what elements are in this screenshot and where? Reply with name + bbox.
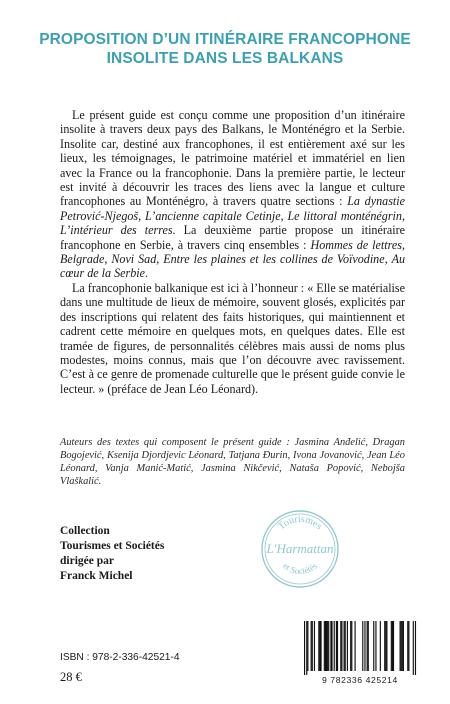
barcode-bar bbox=[344, 621, 345, 671]
text-run: , bbox=[156, 252, 164, 267]
barcode-bar bbox=[312, 621, 313, 671]
book-title bbox=[0, 30, 450, 68]
barcode-bar bbox=[345, 621, 346, 671]
barcode-bar bbox=[393, 621, 394, 671]
title-line-1: PROPOSITION D’UN ITINÉRAIRE FRANCOPHONE bbox=[39, 31, 411, 48]
barcode-bar bbox=[340, 621, 341, 671]
barcode-digits: 9 782336 425214 bbox=[322, 675, 398, 685]
section-title: L’ancienne capitale Cetinje bbox=[145, 208, 281, 223]
barcode-bar bbox=[319, 621, 320, 671]
barcode-bar bbox=[311, 621, 312, 671]
barcode-bar bbox=[402, 621, 403, 671]
text-run: , bbox=[401, 237, 405, 252]
barcode-bar bbox=[328, 621, 329, 671]
isbn: ISBN : 978-2-336-42521-4 bbox=[60, 652, 180, 663]
barcode-bar bbox=[408, 621, 409, 671]
barcode-bar bbox=[307, 621, 308, 671]
text-run: . bbox=[144, 266, 149, 281]
text-run: , bbox=[401, 208, 405, 223]
collection-name: Tourismes et Sociétés bbox=[60, 540, 165, 552]
barcode-bar bbox=[386, 621, 387, 671]
logo-brand-text: L'Harmattan bbox=[266, 541, 334, 556]
barcode-bar bbox=[362, 621, 363, 671]
text-run: , bbox=[138, 208, 146, 223]
barcode-bar bbox=[334, 621, 335, 671]
barcode-bar bbox=[320, 621, 321, 671]
text-run: , bbox=[280, 208, 288, 223]
section-title: Le littoral monténégrin bbox=[287, 208, 402, 223]
collection-logo bbox=[260, 502, 340, 590]
barcode-bar bbox=[391, 621, 392, 671]
barcode-bars bbox=[300, 619, 420, 675]
collection-label: Collection bbox=[60, 525, 110, 537]
text-run: . La deuxième partie propose un itinéraire francophone en Serbie, à travers cinq ensembles : bbox=[60, 223, 405, 252]
blurb-paragraph-1 bbox=[60, 108, 405, 281]
price: 28 € bbox=[60, 670, 82, 684]
barcode-bar bbox=[336, 621, 337, 671]
barcode-bar bbox=[330, 621, 331, 671]
barcode-bar bbox=[304, 621, 305, 675]
section-title: Belgrade bbox=[60, 252, 105, 267]
authors-credits bbox=[60, 436, 405, 488]
barcode-bar bbox=[385, 621, 386, 671]
barcode-bar bbox=[415, 621, 416, 675]
barcode-bar bbox=[384, 621, 385, 671]
barcode bbox=[300, 619, 420, 691]
authors-text: Auteurs des textes qui composent le présent guide : Jasmina Anđelić, Dragan Bogojević, Ksenija Djordjevic Léonard, Tatjana Đurin, Ivona Jovanović, Jean Léo Léonard, Vanja Manić-Matić, Jasmina Nikčević, Nataša Popović, Nebojša Vlaškalić. bbox=[60, 437, 405, 487]
section-title: L’intérieur des terres bbox=[60, 223, 173, 238]
harmattan-seal-icon bbox=[260, 502, 340, 590]
barcode-bar bbox=[331, 621, 332, 671]
barcode-bar bbox=[401, 621, 402, 671]
barcode-bar bbox=[403, 621, 404, 671]
text-run: , bbox=[384, 252, 392, 267]
barcode-bar bbox=[347, 621, 348, 671]
blurb bbox=[60, 108, 405, 396]
barcode-bar bbox=[327, 621, 328, 671]
barcode-bar bbox=[367, 621, 368, 671]
barcode-bar bbox=[413, 621, 414, 675]
blurb-paragraph-2: La francophonie balkanique est ici à l’honneur : « Elle se matérialise dans une multitude de lieux de mémoire, souvent glosés, explicités par des inscriptions qui relatent des faits historiques, qui maintiennent et cadrent cette mémoire en quelques mots, en quelques dates. Elle est tramée de figures, de personnalités célèbres mais aussi de noms plus modestes, moins connus, mais que l’on découvre avec ravissement. C’est à ce genre de promenade culturelle que le présent guide convie le lecteur. » (préface de Jean Léo Léonard). bbox=[60, 280, 405, 396]
collection-directed-by: dirigée par bbox=[60, 555, 114, 567]
barcode-bar bbox=[380, 621, 381, 671]
barcode-bar bbox=[324, 621, 325, 671]
barcode-bar bbox=[392, 621, 393, 671]
barcode-bar bbox=[318, 621, 319, 671]
barcode-bar bbox=[326, 621, 327, 671]
barcode-bar bbox=[375, 621, 376, 671]
section-title: Entre les plaines et les collines de Voïvodine bbox=[163, 252, 385, 267]
title-line-2: INSOLITE DANS LES BALKANS bbox=[106, 50, 344, 67]
barcode-bar bbox=[351, 621, 352, 671]
section-title: La dynastie Petrović-Njegoš bbox=[60, 194, 405, 223]
section-title: Hommes de lettres bbox=[310, 237, 402, 252]
barcode-bar bbox=[314, 621, 315, 671]
text-run: Le présent guide est conçu comme une proposition d’un itinéraire insolite à travers deux pays des Balkans, le Monténégro et la Serbie. Insolite car, destiné aux francophones, il est entièrement axé sur les lieux, les témoignages, le patrimoine matériel et immatériel en lien avec la France ou la francophonie. Dans la première partie, le lecteur est invité à découvrir les traces des liens avec la langue et culture francophones au Monténégro, à travers quatre sections : bbox=[60, 108, 405, 209]
barcode-bar bbox=[325, 621, 326, 671]
barcode-bar bbox=[373, 621, 374, 671]
barcode-bar bbox=[407, 621, 408, 671]
barcode-bar bbox=[337, 621, 338, 671]
logo-bottom-text: et Sociétés bbox=[281, 560, 319, 577]
section-title: Novi Sad bbox=[111, 252, 157, 267]
barcode-bar bbox=[364, 621, 365, 671]
text-run: , bbox=[104, 252, 112, 267]
barcode-bar bbox=[368, 621, 369, 671]
barcode-bar bbox=[341, 621, 342, 671]
barcode-bar bbox=[350, 621, 351, 671]
barcode-bar bbox=[355, 621, 356, 671]
collection-info bbox=[60, 524, 230, 584]
collection-director: Franck Michel bbox=[60, 570, 133, 582]
barcode-bar bbox=[400, 621, 401, 671]
barcode-bar bbox=[306, 621, 307, 675]
section-title: Au cœur de la Serbie bbox=[60, 252, 406, 281]
logo-top-text: Tourismes bbox=[276, 513, 325, 533]
